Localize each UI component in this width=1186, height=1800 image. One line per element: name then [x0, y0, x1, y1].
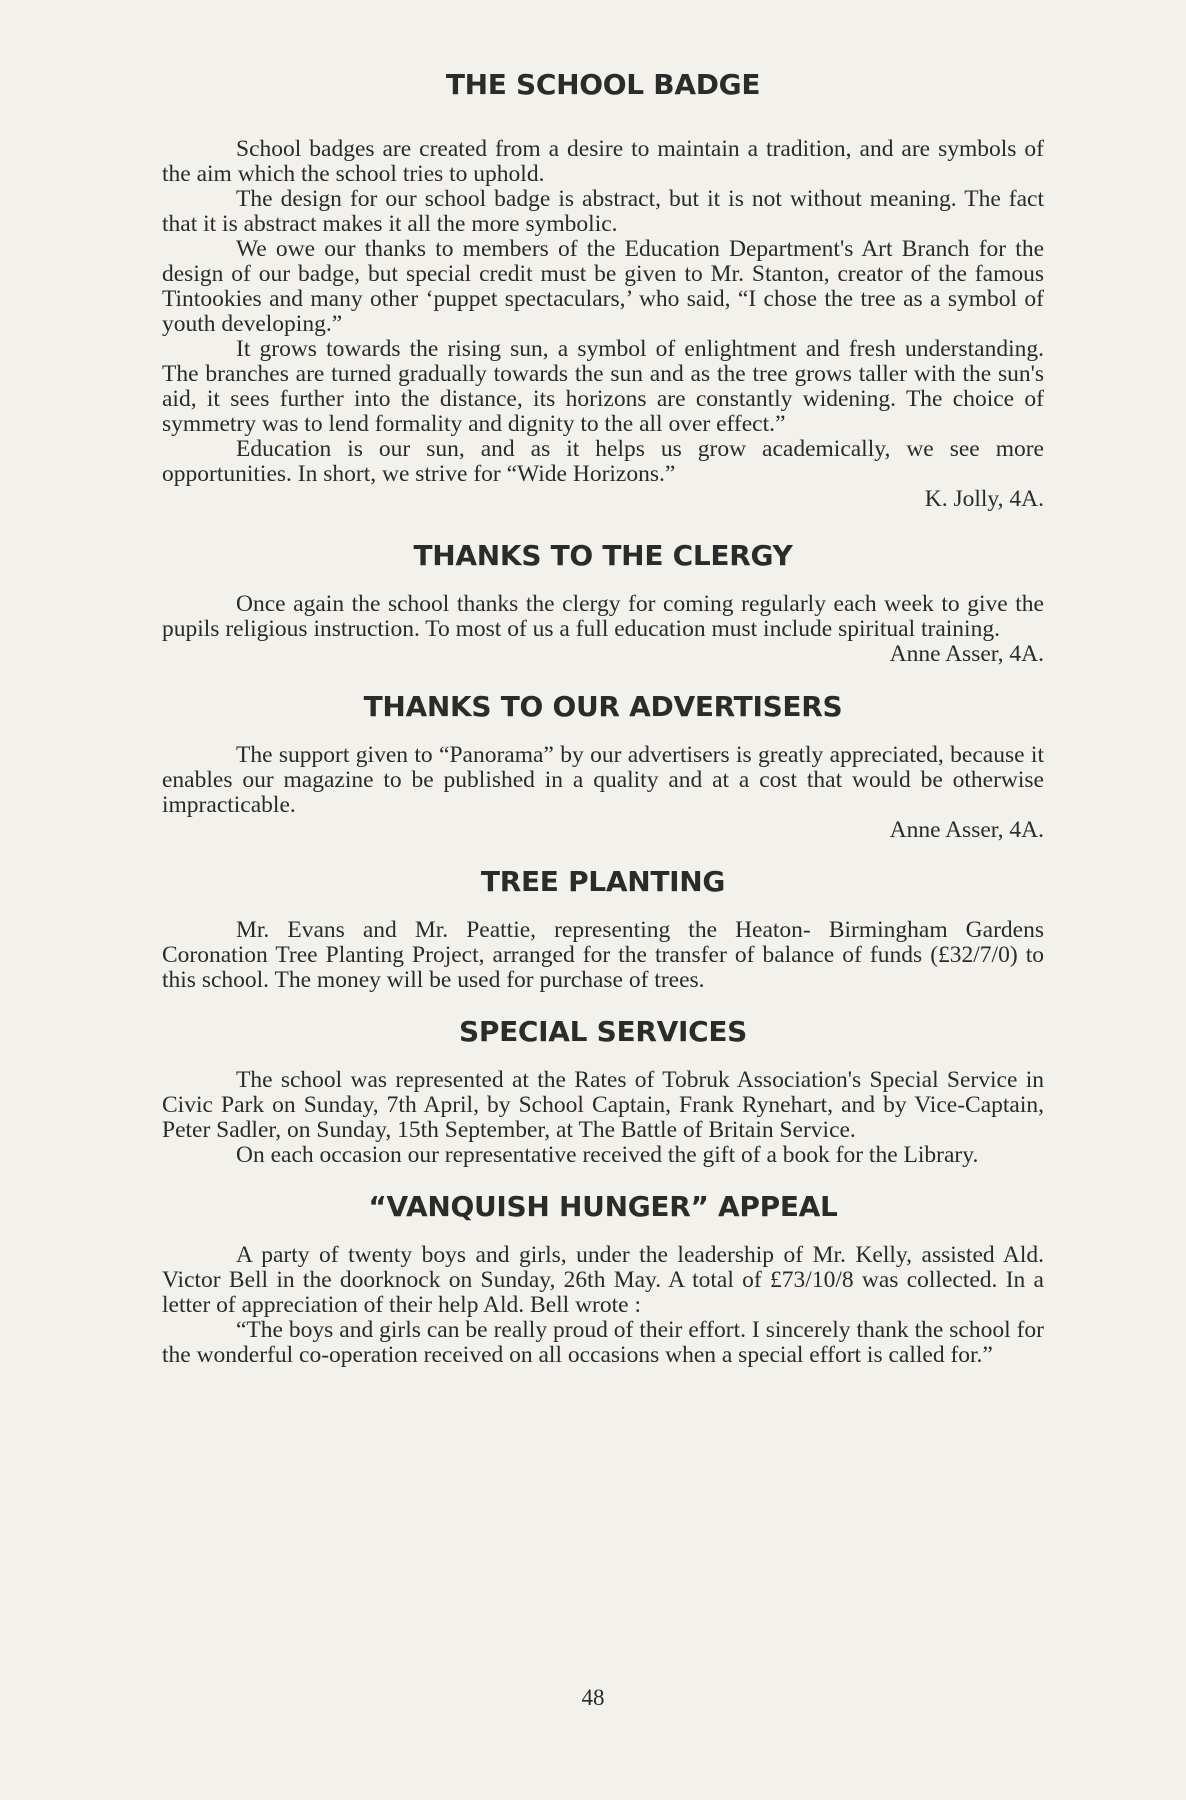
paragraph: Once again the school thanks the clergy for coming regularly each week to give the pupils religious instruction. To most of us a full education must include spiritual training.: [162, 591, 1044, 642]
paragraph: It grows towards the rising sun, a symbol of enlightment and fresh understanding. The branches are turned gradually towards the sun and as the tree grows taller with the sun's aid, it sees further into the distance, its horizons are constantly widening. The choice of symmetry was to lend formality and dignity to the all over effect.”: [162, 336, 1044, 437]
paragraph: A party of twenty boys and girls, under the leadership of Mr. Kelly, assisted Ald. Victor Bell in the doorknock on Sunday, 26th May. A total of £73/10/8 was collected. In a letter of appreciation of their help Ald. Bell wrote :: [162, 1242, 1044, 1318]
paragraph: The school was represented at the Rates of Tobruk Association's Special Service in Civic Park on Sunday, 7th April, by School Captain, Frank Rynehart, and by Vice-Captain, Peter Sadler, on Sunday, 15th September, at The Battle of Britain Service.: [162, 1067, 1044, 1143]
signature: Anne Asser, 4A.: [889, 641, 1044, 667]
heading-thanks-advertisers: THANKS TO OUR ADVERTISERS: [363, 690, 843, 723]
section-body: [162, 137, 1044, 487]
page-number: 48: [581, 1685, 605, 1710]
heading-special-services: SPECIAL SERVICES: [458, 1015, 748, 1048]
section-body: [162, 743, 1044, 818]
paragraph: The support given to “Panorama” by our advertisers is greatly appreciated, because it enables our magazine to be published in a quality and at a cost that would be otherwise impracticable.: [162, 742, 1044, 818]
paragraph: The design for our school badge is abstract, but it is not without meaning. The fact that it is abstract makes it all the more symbolic.: [162, 186, 1044, 237]
heading-vanquish-hunger: “VANQUISH HUNGER” APPEAL: [368, 1190, 838, 1223]
signature: Anne Asser, 4A.: [889, 817, 1044, 843]
paragraph: On each occasion our representative received the gift of a book for the Library.: [236, 1142, 979, 1168]
paragraph: Mr. Evans and Mr. Peattie, representing the Heaton- Birmingham Gardens Coronation Tree Planting Project, arranged for the transfer of balance of funds (£32/7/0) to this school. The money will be used for purchase of trees.: [162, 917, 1044, 993]
paragraph: School badges are created from a desire to maintain a tradition, and are symbols of the aim which the school tries to uphold.: [162, 136, 1044, 187]
section-tree-planting: [162, 865, 1044, 993]
section-vanquish-hunger: [162, 1190, 1044, 1368]
section-body: [162, 592, 1044, 642]
section-school-badge: [162, 68, 1044, 512]
section-thanks-clergy: [162, 539, 1044, 667]
section-special-services: [162, 1015, 1044, 1168]
paragraph: Education is our sun, and as it helps us grow academically, we see more opportunities. In short, we strive for “Wide Horizons.”: [162, 436, 1044, 487]
heading-tree-planting: TREE PLANTING: [480, 865, 726, 898]
section-thanks-advertisers: [162, 690, 1044, 843]
section-body: [162, 1068, 1044, 1168]
paragraph: We owe our thanks to members of the Education Department's Art Branch for the design of our badge, but special credit must be given to Mr. Stanton, creator of the famous Tintookies and many other ‘puppet spectaculars,’ who said, “I chose the tree as a symbol of youth developing.”: [162, 236, 1044, 337]
signature: K. Jolly, 4A.: [924, 486, 1044, 512]
section-body: [162, 918, 1044, 993]
page-content: [162, 68, 1044, 1368]
paragraph: “The boys and girls can be really proud of their effort. I sincerely thank the school for the wonderful co-operation received on all occasions when a special effort is called for.”: [162, 1317, 1044, 1368]
heading-thanks-clergy: THANKS TO THE CLERGY: [413, 539, 793, 572]
heading-school-badge: THE SCHOOL BADGE: [445, 68, 761, 101]
section-body: [162, 1243, 1044, 1368]
